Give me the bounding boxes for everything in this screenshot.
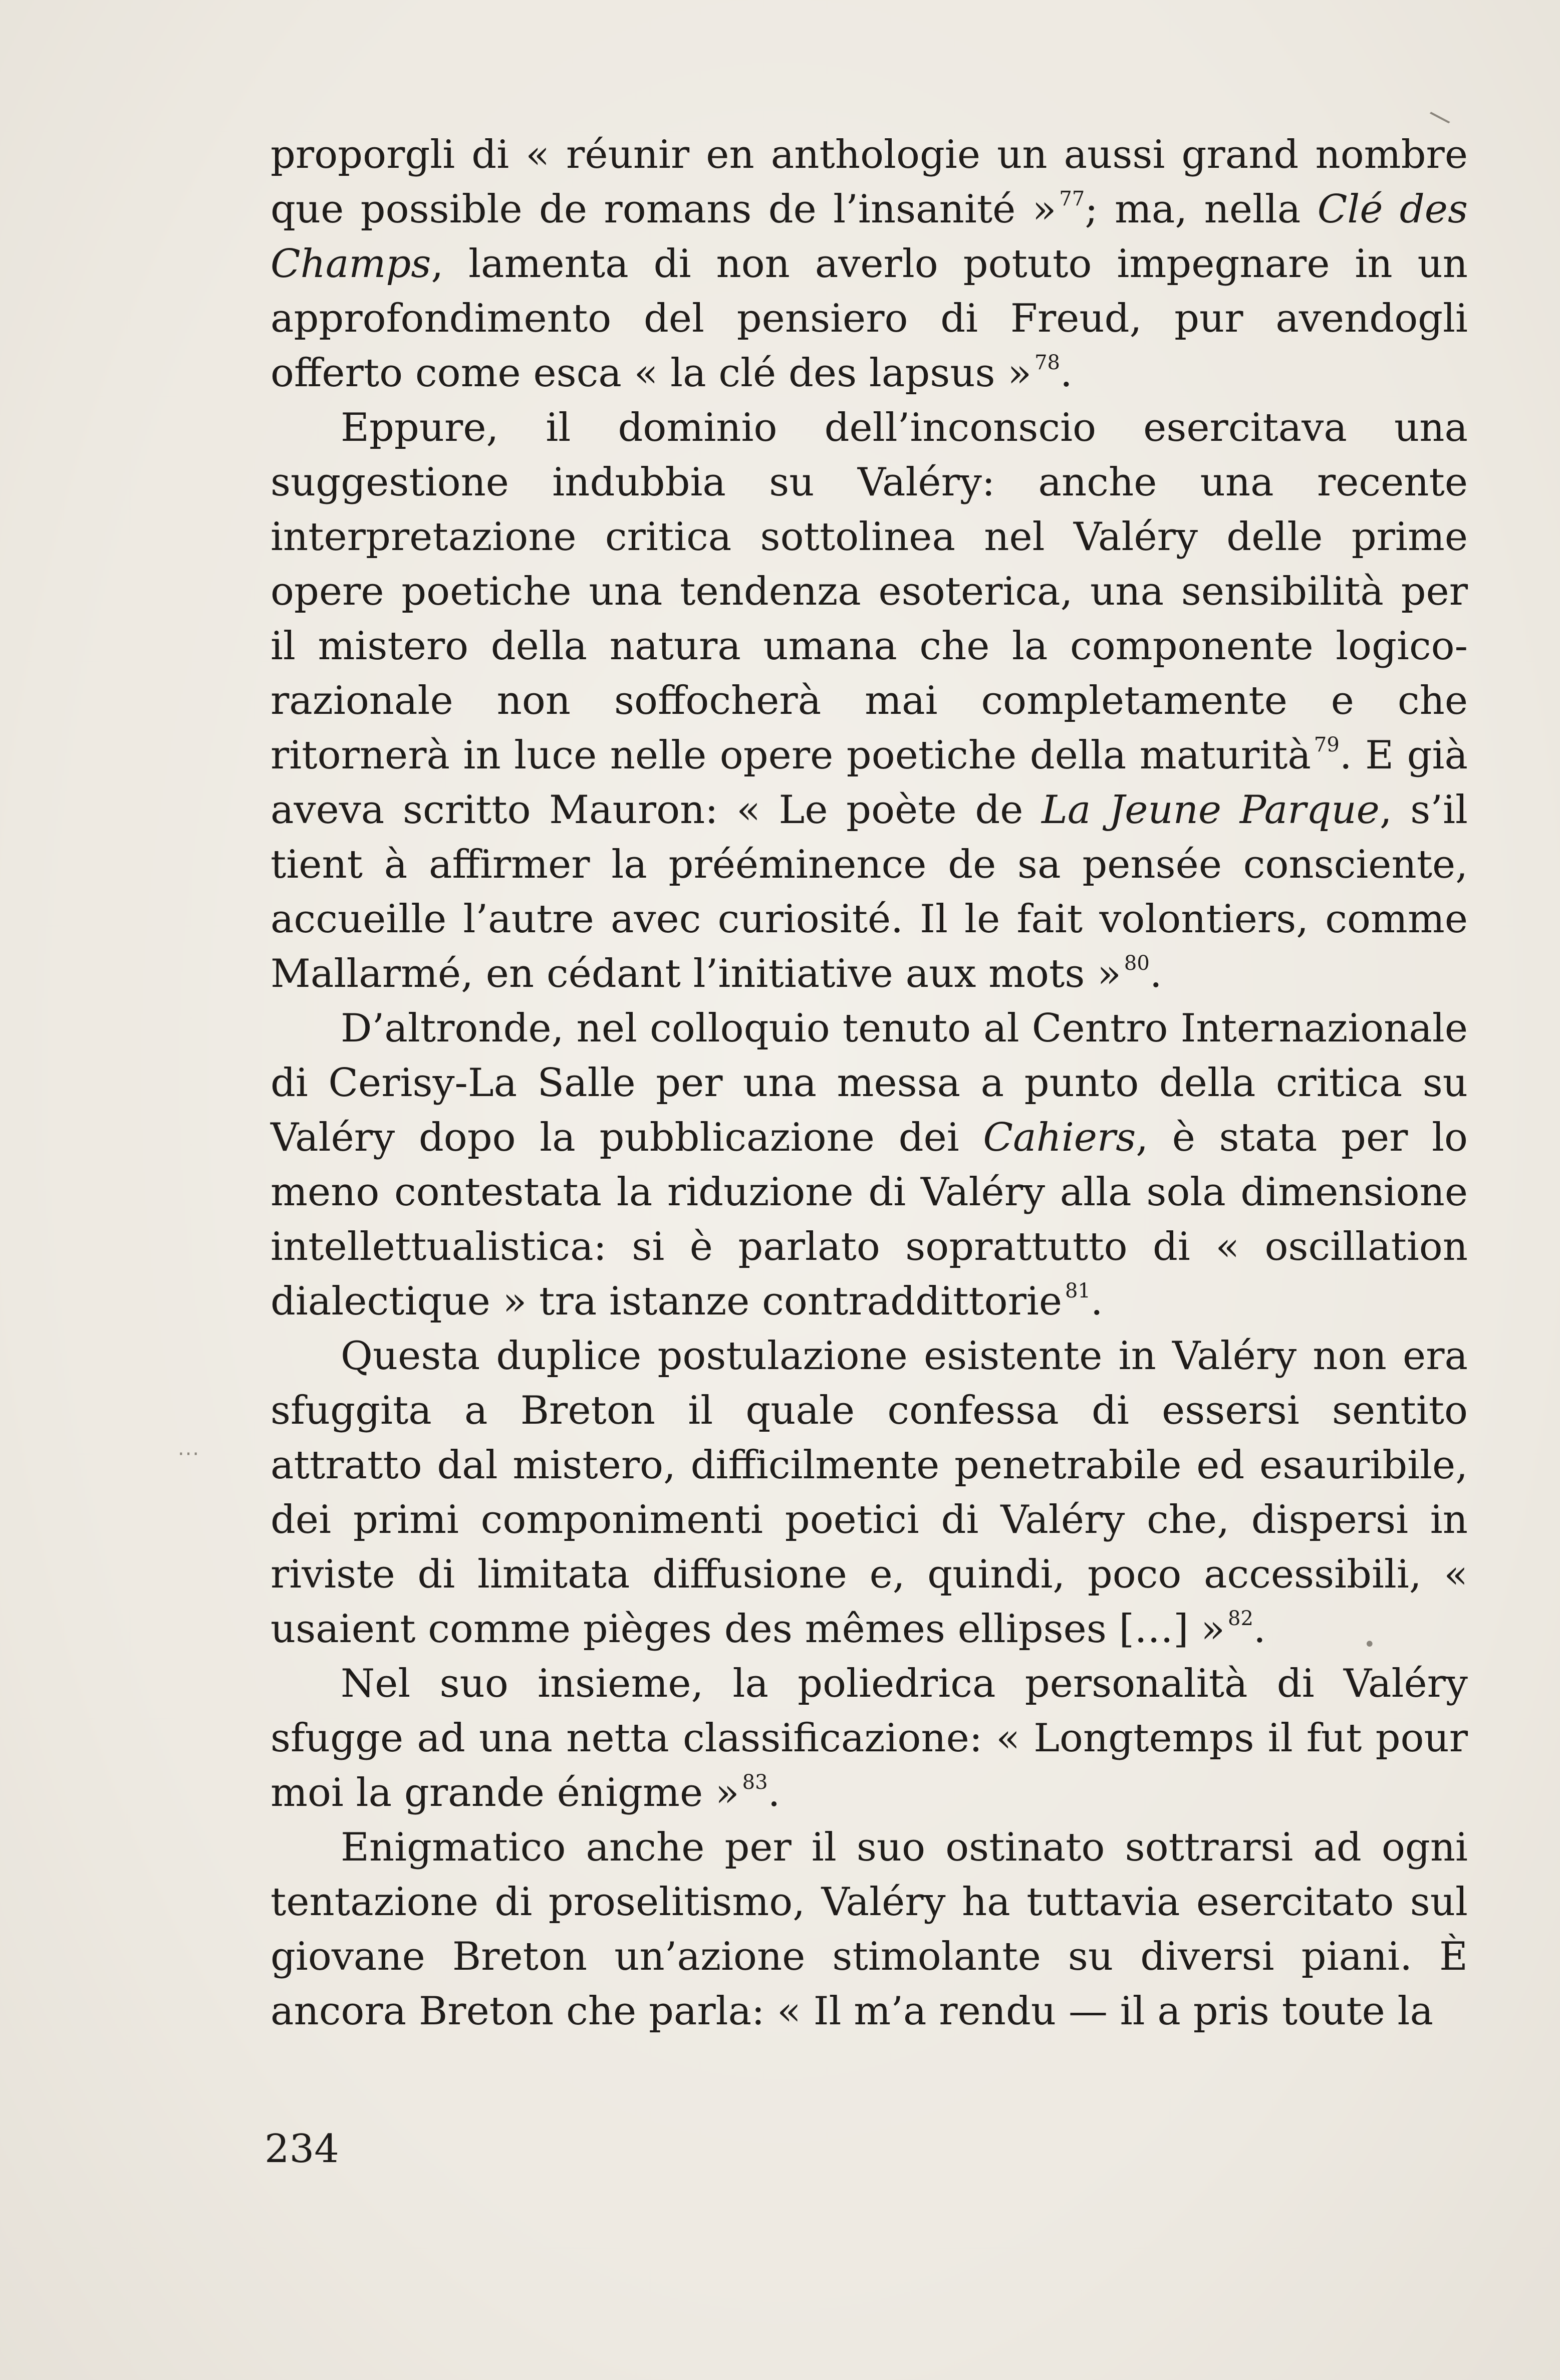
footnote-ref-78: 78	[1034, 351, 1061, 374]
text-span: . E già aveva scritto Mauron: « Le poète de	[271, 733, 1468, 833]
text-span: , s’il tient à affirmer la prééminence de sa pensée consciente, accueille l’autre avec curiosité. Il le fait volontiers, comme Mallarmé, en cédant l’initiative aux mots »	[271, 787, 1468, 996]
footnote-ref-80: 80	[1124, 952, 1150, 975]
text-span: .	[1090, 1279, 1103, 1324]
text-span: Nel suo insieme, la poliedrica personalità di Valéry sfugge ad una netta classificazione: « Longtemps il fut pour moi la grande énigme »	[271, 1661, 1468, 1815]
text-span: ; ma, nella	[1085, 187, 1318, 232]
page-number: 234	[265, 2127, 339, 2172]
text-span: proporgli di « réunir en anthologie un aussi grand nombre que possible de romans de l’insanité »	[271, 132, 1468, 232]
ink-dot-mark: •	[1364, 1633, 1376, 1656]
paragraph-1	[271, 128, 1468, 401]
italic-title: La Jeune Parque	[1042, 787, 1380, 833]
text-span: , lamenta di non averlo potuto impegnare in un approfondimento del pensiero di Freud, pur avendogli offerto come esca « la clé des lapsus »	[271, 241, 1468, 396]
paragraph-2	[271, 401, 1468, 1001]
text-span: Enigmatico anche per il suo ostinato sottrarsi ad ogni tentazione di proselitismo, Valéry ha tuttavia esercitato sul giovane Breton un’azione stimolante su diversi piani. È ancora Breton che parla: « Il m’a rendu — il a pris toute la	[271, 1825, 1468, 2034]
paragraph-6	[271, 1820, 1468, 2039]
footnote-ref-81: 81	[1065, 1279, 1091, 1302]
text-span: .	[1253, 1607, 1266, 1652]
paragraph-4	[271, 1329, 1468, 1657]
footnote-ref-77: 77	[1059, 187, 1085, 210]
text-span: .	[1060, 351, 1073, 396]
paragraph-3	[271, 1001, 1468, 1329]
margin-smudge-mark: ···	[178, 1443, 200, 1466]
paragraph-5	[271, 1657, 1468, 1820]
italic-title: Cahiers	[983, 1115, 1136, 1160]
footnote-ref-82: 82	[1228, 1607, 1253, 1630]
body-text	[271, 128, 1468, 2039]
footnote-ref-83: 83	[742, 1771, 768, 1794]
text-span: .	[767, 1770, 781, 1815]
text-span: , è stata per lo meno contestata la riduzione di Valéry alla sola dimensione intellettualistica: si è parlato soprattutto di « oscillation dialectique » tra istanze contraddittorie	[271, 1115, 1468, 1324]
footnote-ref-79: 79	[1314, 733, 1340, 756]
text-span: D’altronde, nel colloquio tenuto al Centro Internazionale di Cerisy-La Salle per una messa a punto della critica su Valéry dopo la pubblicazione dei	[271, 1006, 1468, 1160]
italic-title: Clé des Champs	[271, 187, 1468, 287]
text-span: .	[1149, 951, 1162, 996]
pencil-tick-mark: \	[1426, 104, 1453, 131]
text-span: Questa duplice postulazione esistente in Valéry non era sfuggita a Breton il quale confessa di essersi sentito attratto dal mistero, difficilmente penetrabile ed esauribile, dei primi componimenti poetici di Valéry che, dispersi in riviste di limitata diffusione e, quindi, poco accessibili, « usaient comme pièges des mêmes ellipses […] »	[271, 1334, 1468, 1652]
text-span: Eppure, il dominio dell’inconscio esercitava una suggestione indubbia su Valéry: anche una recente interpretazione critica sottolinea nel Valéry delle prime opere poetiche una tendenza esoterica, una sensibilità per il mistero della natura umana che la componente logico-razionale non soffocherà mai completamente e che ritornerà in luce nelle opere poetiche della maturità	[271, 405, 1468, 778]
